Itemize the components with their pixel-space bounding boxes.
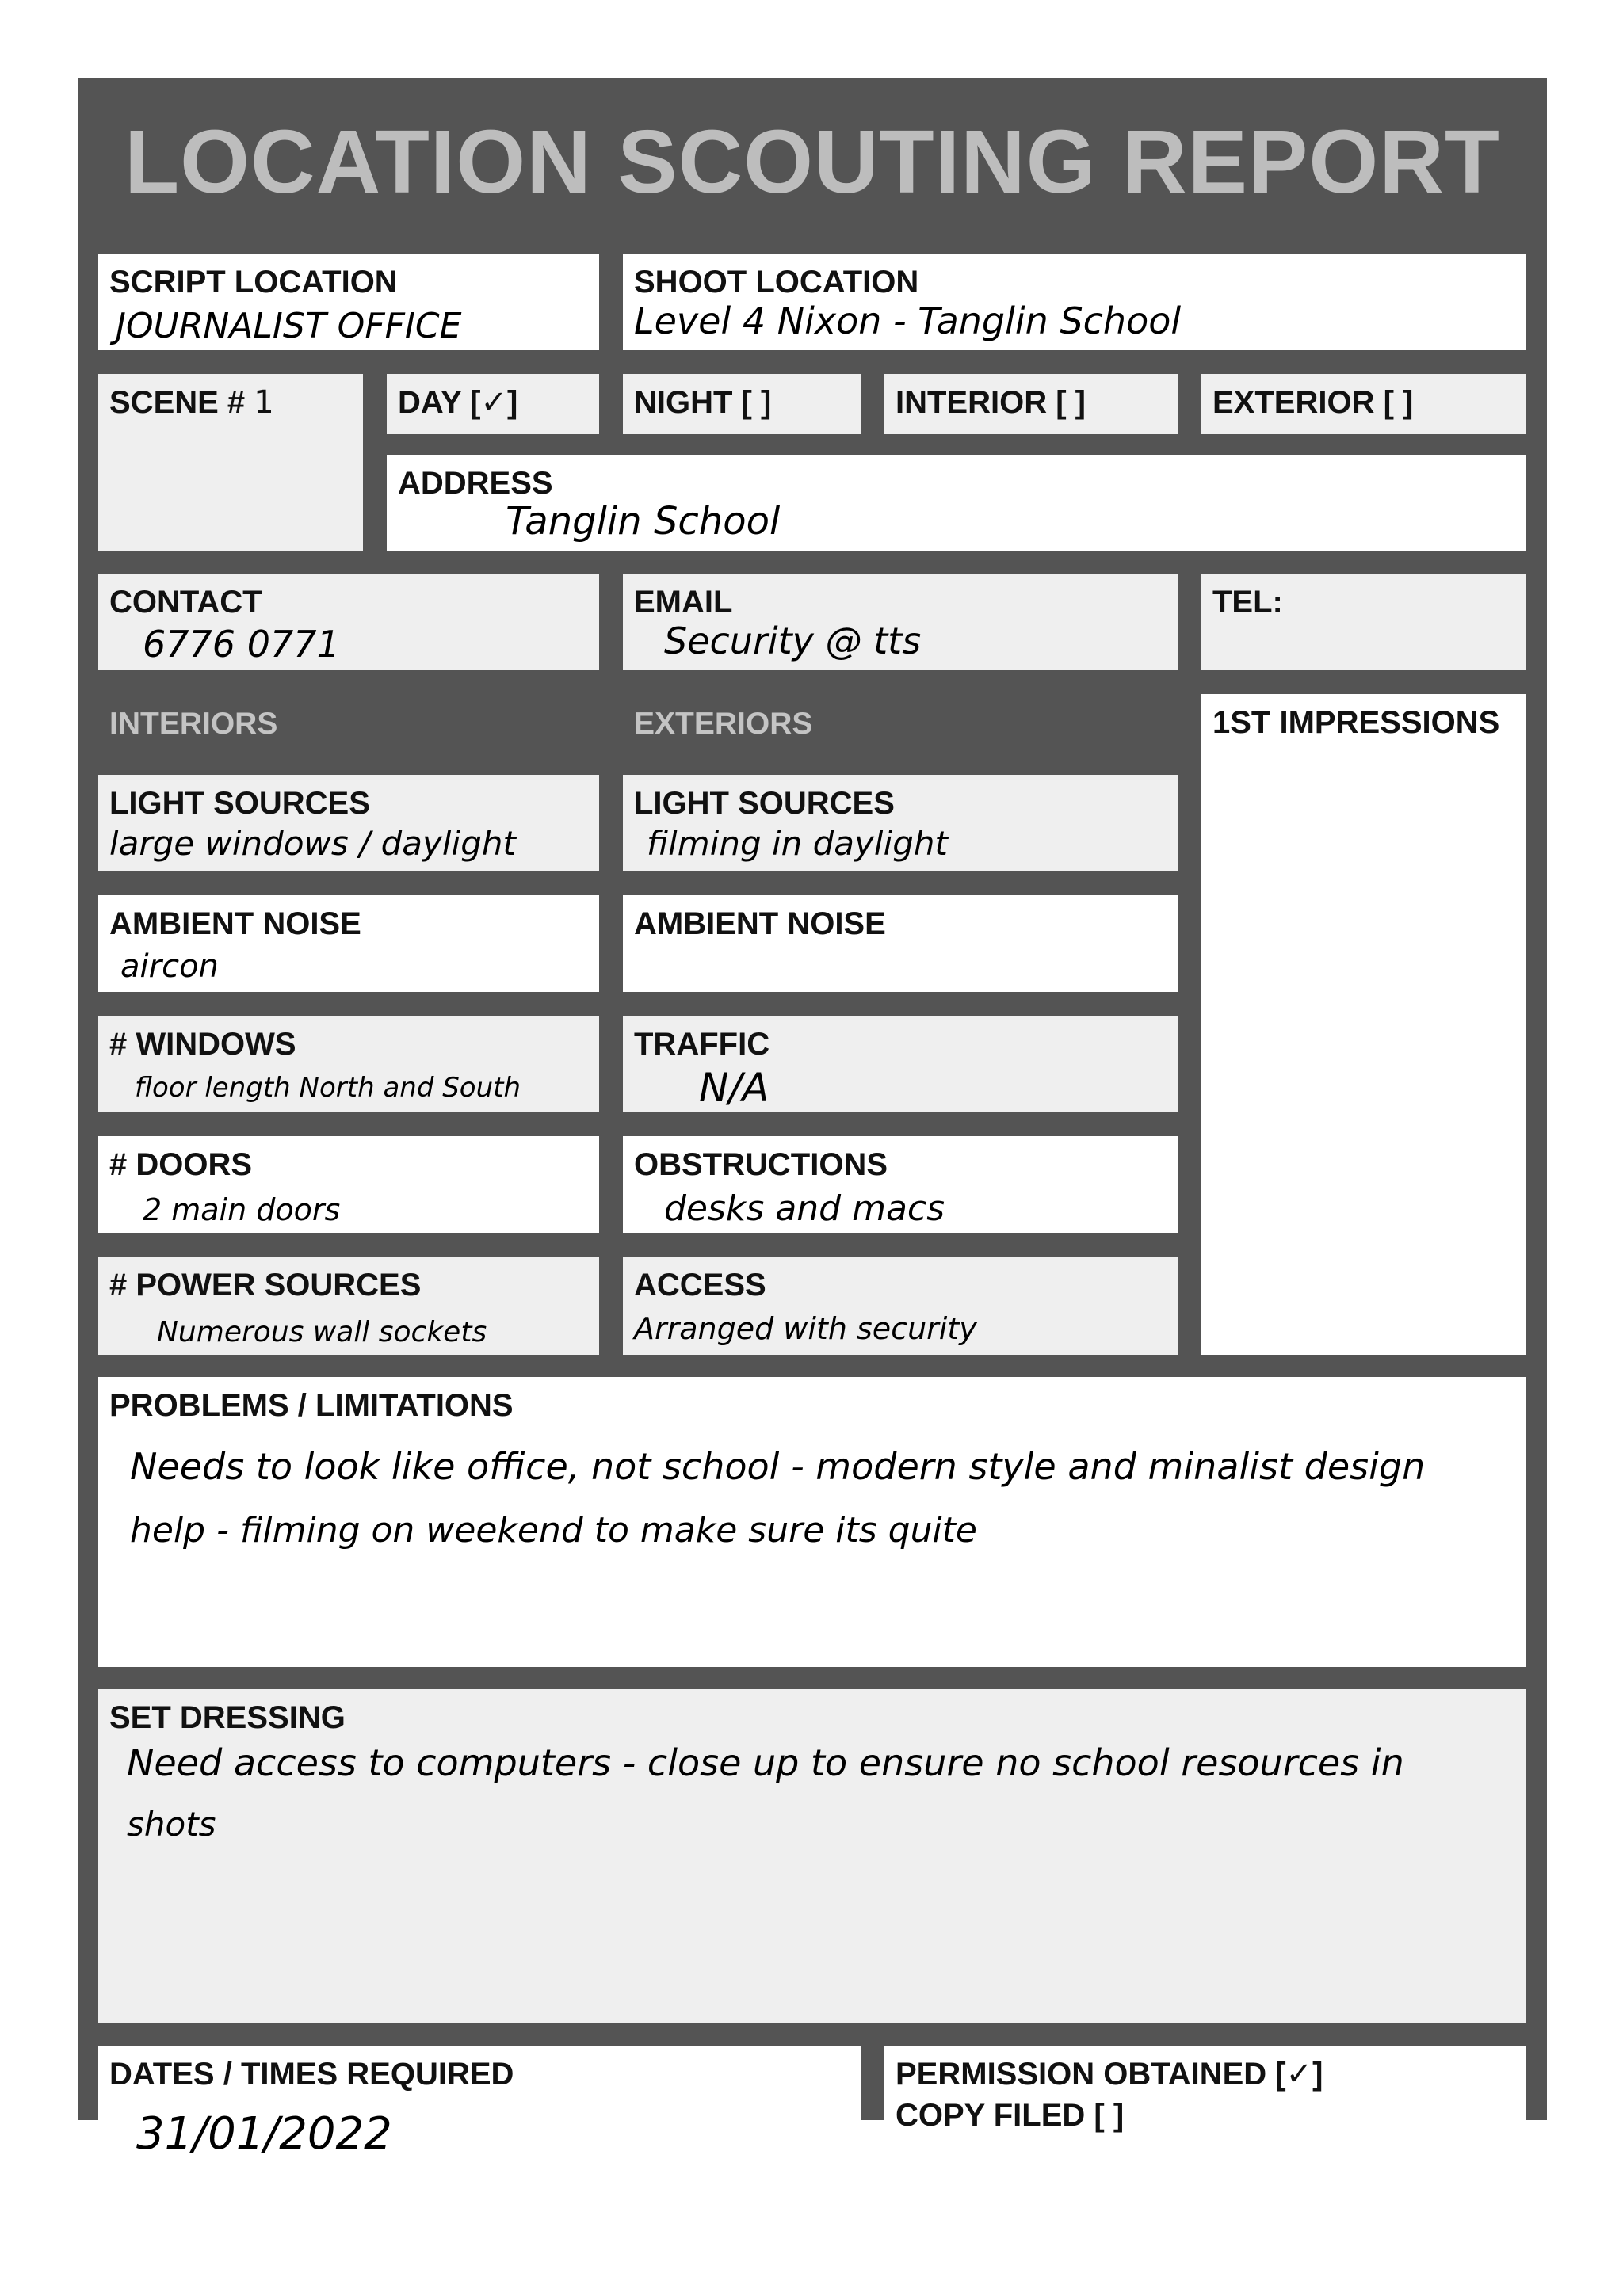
permission-label[interactable]: PERMISSION OBTAINED [✓]: [896, 2056, 1323, 2092]
permission-field: [884, 2046, 1526, 2179]
interior-ambient-noise-field: [98, 895, 599, 992]
email-label: EMAIL: [634, 585, 733, 620]
problems-line-2: help - filming on weekend to make sure its quite: [130, 1510, 977, 1550]
dates-value: 31/01/2022: [136, 2108, 392, 2160]
problems-field: [98, 1377, 1526, 1667]
night-checkbox[interactable]: [623, 374, 861, 434]
interior-light-sources-value: large windows / daylight: [109, 824, 516, 863]
shoot-location-field: [623, 254, 1526, 350]
exterior-label: EXTERIOR [ ]: [1212, 385, 1414, 420]
obstructions-value: desks and macs: [664, 1188, 945, 1229]
access-value: Arranged with security: [634, 1311, 977, 1346]
shoot-location-value: Level 4 Nixon - Tanglin School: [634, 299, 1182, 342]
interior-light-sources-field: [98, 775, 599, 871]
windows-value: floor length North and South: [135, 1072, 521, 1104]
doors-label: # DOORS: [109, 1147, 253, 1182]
exteriors-heading: EXTERIORS: [634, 707, 813, 741]
contact-label: CONTACT: [109, 585, 262, 620]
problems-label: PROBLEMS / LIMITATIONS: [109, 1388, 514, 1423]
copy-filed-label[interactable]: COPY FILED [ ]: [896, 2098, 1125, 2133]
day-checkbox[interactable]: [387, 374, 599, 434]
scene-field: [98, 374, 363, 551]
exterior-ambient-noise-label: AMBIENT NOISE: [634, 906, 886, 941]
address-field: [387, 455, 1526, 551]
set-dressing-label: SET DRESSING: [109, 1700, 346, 1735]
script-location-value: JOURNALIST OFFICE: [116, 306, 462, 346]
script-location-field: [98, 254, 599, 350]
scene-label: SCENE # 1: [109, 384, 274, 421]
report-sheet: [78, 78, 1547, 2160]
first-impressions-label: 1ST IMPRESSIONS: [1212, 705, 1500, 740]
exterior-checkbox[interactable]: [1201, 374, 1526, 434]
interior-label: INTERIOR [ ]: [896, 385, 1086, 420]
windows-field: [98, 1016, 599, 1112]
set-dressing-field: [98, 1689, 1526, 2023]
interior-light-sources-label: LIGHT SOURCES: [109, 786, 370, 821]
day-label: DAY [✓]: [398, 384, 518, 421]
contact-value: 6776 0771: [143, 623, 340, 666]
obstructions-label: OBSTRUCTIONS: [634, 1147, 888, 1182]
power-sources-value: Numerous wall sockets: [157, 1316, 487, 1348]
doors-field: [98, 1136, 599, 1233]
address-label: ADDRESS: [398, 466, 553, 501]
power-sources-label: # POWER SOURCES: [109, 1268, 422, 1302]
doors-value: 2 main doors: [143, 1192, 341, 1227]
contact-field: [98, 574, 599, 670]
windows-label: # WINDOWS: [109, 1027, 296, 1062]
exterior-ambient-noise-field: [623, 895, 1178, 992]
dates-field: [98, 2046, 861, 2179]
script-location-label: SCRIPT LOCATION: [109, 265, 398, 299]
problems-line-1: Needs to look like office, not school - modern style and minalist design: [130, 1445, 1426, 1488]
interiors-heading: INTERIORS: [109, 707, 278, 741]
access-label: ACCESS: [634, 1268, 766, 1302]
email-value: Security @ tts: [664, 620, 922, 662]
set-dressing-line-1: Need access to computers - close up to ensure no school resources in: [127, 1741, 1404, 1784]
traffic-field: [623, 1016, 1178, 1112]
exterior-light-sources-field: [623, 775, 1178, 871]
shoot-location-label: SHOOT LOCATION: [634, 265, 919, 299]
tel-field: [1201, 574, 1526, 670]
interior-ambient-noise-value: aircon: [120, 948, 219, 985]
set-dressing-line-2: shots: [127, 1805, 216, 1844]
exterior-light-sources-label: LIGHT SOURCES: [634, 786, 895, 821]
address-value: Tanglin School: [506, 499, 781, 543]
interior-ambient-noise-label: AMBIENT NOISE: [109, 906, 361, 941]
exterior-light-sources-value: filming in daylight: [647, 824, 948, 863]
email-field: [623, 574, 1178, 670]
traffic-value: N/A: [699, 1065, 769, 1111]
report-title: LOCATION SCOUTING REPORT: [124, 112, 1500, 212]
first-impressions-field: [1201, 694, 1526, 1355]
traffic-label: TRAFFIC: [634, 1027, 770, 1062]
tel-label: TEL:: [1212, 585, 1283, 620]
dates-label: DATES / TIMES REQUIRED: [109, 2057, 514, 2092]
interior-checkbox[interactable]: [884, 374, 1178, 434]
obstructions-field: [623, 1136, 1178, 1233]
night-label: NIGHT [ ]: [634, 385, 772, 420]
access-field: [623, 1257, 1178, 1355]
power-sources-field: [98, 1257, 599, 1355]
